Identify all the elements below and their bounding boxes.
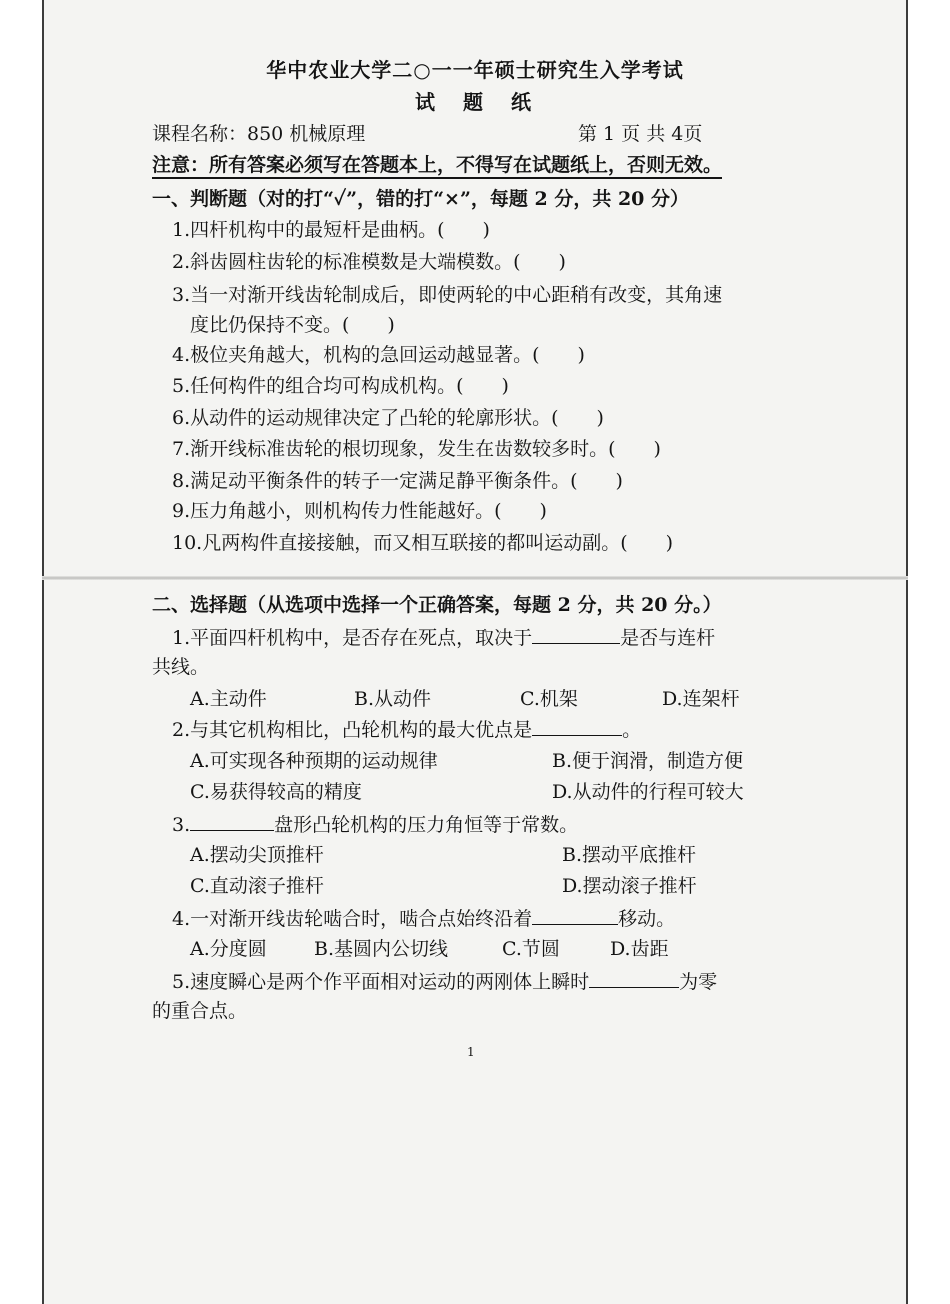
judge-item: 5.任何构件的组合均可构成机构。( ) xyxy=(172,375,509,397)
q1-option-d: D.连架杆 xyxy=(662,688,740,710)
choice-q5 xyxy=(172,969,717,994)
q4-option-a: A.分度圆 xyxy=(190,938,267,960)
choice-q4 xyxy=(172,906,675,931)
q3-option-b: B.摆动平底推杆 xyxy=(562,844,697,866)
judge-item: 7.渐开线标准齿轮的根切现象，发生在齿数较多时。( ) xyxy=(172,438,661,460)
q2-option-a: A.可实现各种预期的运动规律 xyxy=(190,750,438,772)
section1-heading: 一、判断题（对的打“✓”，错的打“×”，每题 2 分，共 20 分） xyxy=(152,188,690,210)
q3-text-after: 盘形凸轮机构的压力角恒等于常数。 xyxy=(274,814,579,836)
judge-item-cont: 度比仍保持不变。( ) xyxy=(190,314,395,336)
q4-option-b: B.基圆内公切线 xyxy=(314,938,449,960)
q4-text-before: 4.一对渐开线齿轮啮合时，啮合点始终沿着 xyxy=(172,908,533,930)
q4-text-after: 移动。 xyxy=(618,908,676,930)
page-info: 第 1 页 共 4页 xyxy=(578,123,703,145)
paper-fold-crease xyxy=(42,576,908,580)
q2-text-after: 。 xyxy=(622,719,642,741)
judge-item: 2.斜齿圆柱齿轮的标准模数是大端模数。( ) xyxy=(172,251,566,273)
notice xyxy=(152,153,722,177)
q2-answer-blank xyxy=(532,717,622,736)
choice-q3 xyxy=(172,812,578,837)
q1-text-after: 是否与连杆 xyxy=(620,627,716,649)
q2-option-c: C.易获得较高的精度 xyxy=(190,781,362,803)
judge-item: 4.极位夹角越大，机构的急回运动越显著。( ) xyxy=(172,344,585,366)
judge-item: 3.当一对渐开线齿轮制成后，即使两轮的中心距稍有改变，其角速 xyxy=(172,284,723,306)
q5-text-before: 5.速度瞬心是两个作平面相对运动的两刚体上瞬时 xyxy=(172,971,590,993)
q1-answer-blank xyxy=(532,625,620,644)
q1-text-before: 1.平面四杆机构中，是否存在死点，取决于 xyxy=(172,627,533,649)
choice-q1 xyxy=(172,625,715,650)
q2-text-before: 2.与其它机构相比，凸轮机构的最大优点是 xyxy=(172,719,533,741)
exam-subtitle: 试 题 纸 xyxy=(415,90,535,114)
q4-answer-blank xyxy=(532,906,618,925)
judge-item: 6.从动件的运动规律决定了凸轮的轮廓形状。( ) xyxy=(172,407,604,429)
q5-cont: 的重合点。 xyxy=(152,1000,248,1022)
judge-item: 8.满足动平衡条件的转子一定满足静平衡条件。( ) xyxy=(172,470,623,492)
q4-option-c: C.节圆 xyxy=(502,938,560,960)
q2-option-d: D.从动件的行程可较大 xyxy=(552,781,744,803)
judge-item: 9.压力角越小，则机构传力性能越好。( ) xyxy=(172,500,547,522)
q1-option-c: C.机架 xyxy=(520,688,578,710)
q3-text-before: 3. xyxy=(172,814,191,836)
q3-option-a: A.摆动尖顶推杆 xyxy=(190,844,324,866)
q1-option-a: A.主动件 xyxy=(190,688,267,710)
exam-title: 华中农业大学二○一一年硕士研究生入学考试 xyxy=(266,58,684,82)
q4-option-d: D.齿距 xyxy=(610,938,669,960)
q3-option-c: C.直动滚子推杆 xyxy=(190,875,324,897)
q3-answer-blank xyxy=(190,812,274,831)
choice-q2 xyxy=(172,717,641,742)
q5-text-after: 为零 xyxy=(679,971,718,993)
q5-answer-blank xyxy=(589,969,679,988)
section2-heading: 二、选择题（从选项中选择一个正确答案，每题 2 分，共 20 分。） xyxy=(152,594,722,616)
q1-cont: 共线。 xyxy=(152,656,210,678)
q1-option-b: B.从动件 xyxy=(354,688,432,710)
page-number: 1 xyxy=(467,1045,475,1059)
notice-text: 注意：所有答案必须写在答题本上，不得写在试题纸上，否则无效。 xyxy=(152,154,722,179)
course-name: 课程名称：850 机械原理 xyxy=(152,123,366,145)
q2-option-b: B.便于润滑，制造方便 xyxy=(552,750,744,772)
judge-item: 1.四杆机构中的最短杆是曲柄。( ) xyxy=(172,219,490,241)
judge-item: 10.凡两构件直接接触，而又相互联接的都叫运动副。( ) xyxy=(172,532,674,554)
q3-option-d: D.摆动滚子推杆 xyxy=(562,875,697,897)
